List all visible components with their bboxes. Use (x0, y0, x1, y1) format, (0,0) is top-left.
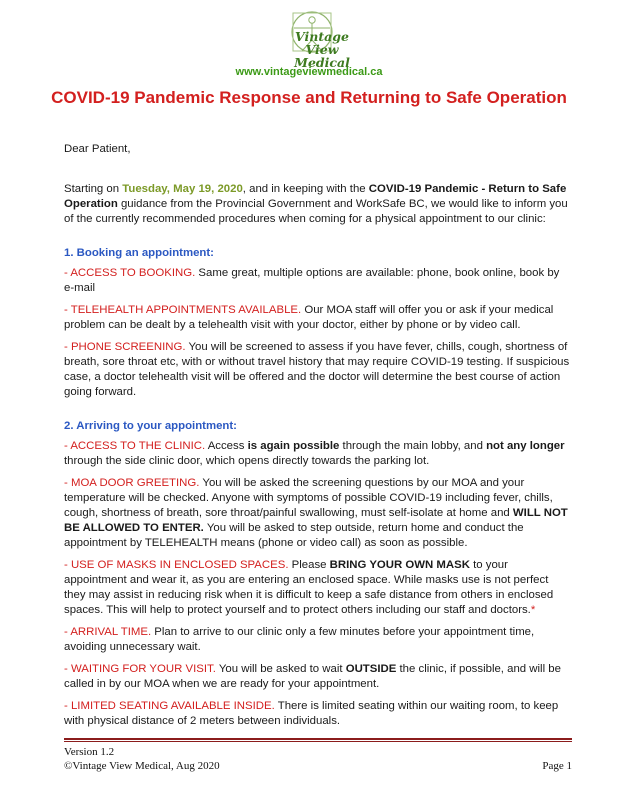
item-label: - ACCESS TO THE CLINIC. (64, 440, 206, 452)
intro-paragraph (64, 182, 572, 227)
logo-text: Vintage View Medical (294, 29, 350, 70)
greeting: Dear Patient, (64, 143, 131, 155)
item-label: - PHONE SCREENING. (64, 341, 186, 353)
item-label: - ARRIVAL TIME. (64, 626, 152, 638)
item-label: - MOA DOOR GREETING. (64, 477, 200, 489)
item-arrival-time (64, 625, 572, 655)
website-link[interactable]: www.vintageviewmedical.ca (235, 66, 383, 78)
item-label: - WAITING FOR YOUR VISIT. (64, 663, 216, 675)
item-text: Please (288, 559, 330, 571)
item-text: through the main lobby, and (339, 440, 487, 452)
page-title: COVID-19 Pandemic Response and Returning to Safe Operation (51, 88, 567, 107)
item-label: - ACCESS TO BOOKING. (64, 267, 196, 279)
item-text: There is limited seating within our waiting room, to keep with physical distance of 2 meters between individuals. (64, 700, 559, 727)
item-text: Same great, multiple options are available: phone, book online, book by e-mail (64, 267, 560, 294)
item-telehealth (64, 303, 572, 333)
intro-text: Starting on (64, 183, 123, 195)
clinic-logo (272, 10, 352, 70)
item-text: Our MOA staff will offer you or ask if your medical problem can be dealt by a telehealth visit with your doctor, either by phone or by video call. (64, 304, 554, 331)
item-text: to your appointment and wear it, as you are entering an enclosed space. While masks use is not perfect they may assist in reducing risk when it is difficult to keep a safe distance from others in enclosed spaces. This will help to protect yourself and to protect others including our staff and doctors. (64, 559, 554, 616)
item-text: You will be screened to assess if you have fever, chills, cough, shortness of breath, sore throat etc, with or without travel history that may require COVID-19 testing. If suspicious case, a doctor telehealth visit will be offered and the doctor will determine the best course of action going forward. (64, 341, 570, 398)
start-date: Tuesday, May 19, 2020 (122, 183, 243, 195)
section-heading-arriving: 2. Arriving to your appointment: (64, 420, 237, 432)
item-label: - USE OF MASKS IN ENCLOSED SPACES. (64, 559, 289, 571)
section-heading-booking: 1. Booking an appointment: (64, 247, 214, 259)
footnote-marker: * (530, 604, 536, 616)
footer-divider (64, 738, 572, 740)
intro-text: , and in keeping with the (242, 183, 369, 195)
item-waiting (64, 662, 572, 692)
item-text: Access (205, 440, 248, 452)
guidance-name: COVID-19 Pandemic - Return to Safe Operation (64, 183, 567, 210)
version-label: Version 1.2 (64, 746, 115, 758)
item-text: Plan to arrive to our clinic only a few minutes before your appointment time, avoiding unnecessary wait. (64, 626, 535, 653)
item-access-clinic (64, 439, 572, 469)
footer-divider (64, 741, 572, 742)
item-bold: WILL NOT BE ALLOWED TO ENTER. (64, 507, 568, 534)
item-access-booking (64, 266, 572, 296)
intro-text: guidance from the Provincial Government and WorkSafe BC, we would like to inform you of the currently recommended procedures when coming for a physical appointment to our clinic: (64, 198, 568, 225)
item-text: You will be asked to wait (215, 663, 346, 675)
item-text: You will be asked to step outside, return home and conduct the appointment by TELEHEALTH means (phone or video call) as soon as possible. (64, 522, 524, 549)
item-bold: OUTSIDE (345, 663, 397, 675)
item-label: - TELEHEALTH APPOINTMENTS AVAILABLE. (64, 304, 302, 316)
item-bold: not any longer (486, 440, 565, 452)
copyright-label: ©Vintage View Medical, Aug 2020 (64, 760, 220, 772)
item-text: the clinic, if possible, and will be called in by our MOA when we are ready for your appointment. (64, 663, 561, 690)
item-text: You will be asked the screening questions by our MOA and your temperature will be checked. Anyone with symptoms of possible COVID-19 including fever, chills, cough, shortness of breath, sore throat/painful swallowing, must self-isolate at home and (64, 477, 553, 519)
item-label: - LIMITED SEATING AVAILABLE INSIDE. (64, 700, 275, 712)
item-limited-seating (64, 699, 572, 729)
item-phone-screening (64, 340, 572, 400)
letter-body (64, 142, 572, 729)
item-bold: BRING YOUR OWN MASK (329, 559, 470, 571)
page-footer (64, 745, 572, 773)
item-text: through the side clinic door, which opens directly towards the parking lot. (64, 455, 430, 467)
item-bold: is again possible (247, 440, 340, 452)
item-masks (64, 558, 572, 618)
page-number: Page 1 (542, 760, 572, 772)
item-door-greeting (64, 476, 572, 551)
